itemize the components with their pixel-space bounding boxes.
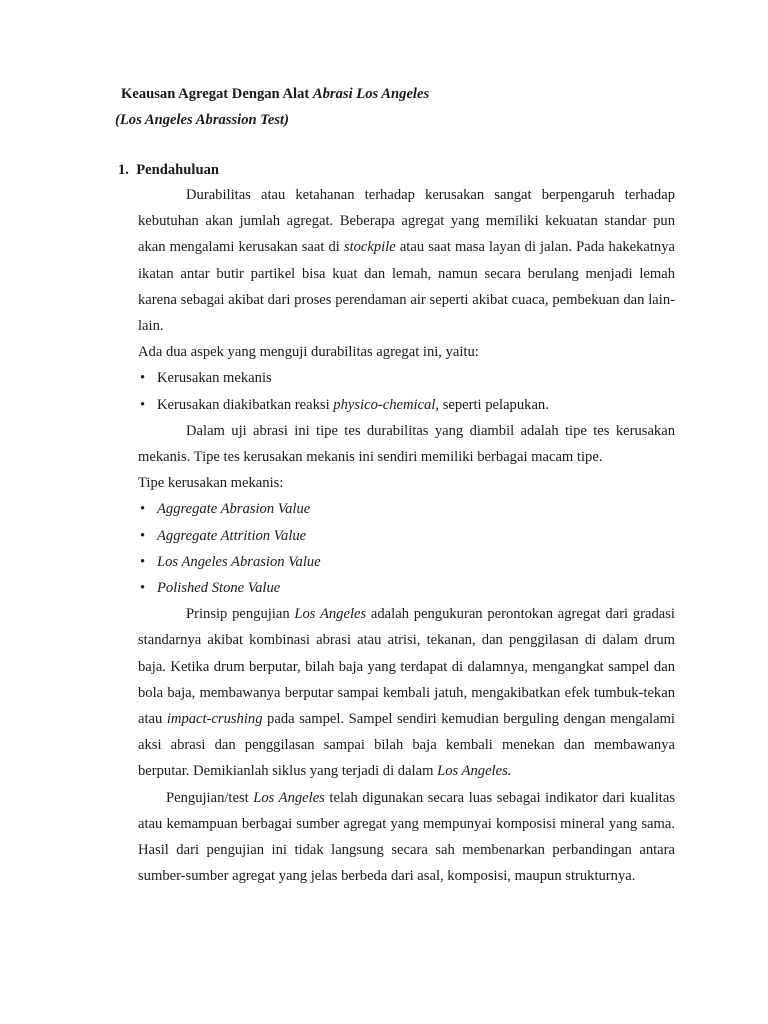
p5-text-a: Prinsip pengujian bbox=[186, 606, 295, 623]
aspect-item-1: Kerusakan mekanis bbox=[157, 370, 272, 387]
p1-italic-stockpile: stockpile bbox=[343, 239, 396, 256]
title-prefix: Keausan Agregat Dengan Alat bbox=[121, 86, 313, 102]
p5-italic-la2: Los Angeles. bbox=[437, 763, 512, 780]
list-item bbox=[138, 392, 675, 418]
mechanical-types-list bbox=[138, 496, 675, 601]
document-subtitle: (Los Angeles Abrassion Test) bbox=[115, 112, 289, 128]
paragraph-durabilitas bbox=[138, 182, 675, 339]
paragraph-pengujian bbox=[138, 785, 675, 890]
document-title bbox=[121, 86, 429, 103]
paragraph-uji-abrasi: Dalam uji abrasi ini tipe tes durabilitas yang diambil adalah tipe tes kerusakan mekanis. Tipe tes kerusakan mekanis ini sendiri memiliki berbagai macam tipe. bbox=[138, 422, 675, 466]
p5-italic-impact: impact-crushing bbox=[166, 711, 263, 728]
aspect-item-2-a: Kerusakan diakibatkan reaksi bbox=[157, 396, 334, 413]
section-number: 1. bbox=[118, 162, 129, 178]
p6-italic-la: Los Angeles bbox=[253, 789, 325, 806]
aspect-item-2-italic: physico-chemical bbox=[333, 396, 436, 413]
paragraph-prinsip bbox=[138, 601, 675, 784]
list-item bbox=[138, 549, 675, 575]
title-italic: Abrasi Los Angeles bbox=[312, 86, 430, 102]
type-item-4: Polished Stone Value bbox=[157, 580, 281, 597]
p1-text-c: atau saat masa layan di jalan. Pada hakekatnya ikatan antar butir partikel bisa kuat dan lemah, namun secara berulang menjadi lemah karena sebagai akibat dari proses perendaman air seperti akibat cuaca, pembekuan dan lain-lain. bbox=[138, 239, 676, 335]
p5-italic-la: Los Angeles bbox=[294, 606, 367, 623]
type-item-2: Aggregate Attrition Value bbox=[157, 527, 307, 544]
p5-text-c: adalah pengukuran perontokan agregat dari gradasi standarnya akibat kombinasi abrasi atau atrisi, tekanan, dan penggilasan di dalam drum baja. Ketika drum berputar, bilah baja yang terdapat di dalamnya, mengangkat sampel dan bola baja, membawanya berputar sampai kembali jatuh, mengakibatkan efek tumbuk-tekan atau bbox=[138, 606, 675, 728]
type-item-3: Los Angeles Abrasion Value bbox=[157, 553, 321, 570]
p6-text-c: telah digunakan secara luas sebagai indikator dari kualitas atau kemampuan berbagai sumber agregat yang mempunyai komposisi mineral yang sama. Hasil dari pengujian ini tidak langsung secara sah membenarkan perbandingan antara sumber-sumber agregat yang jelas berbeda dari asal, komposisi, maupun strukturnya. bbox=[138, 789, 675, 885]
p6-text-a: Pengujian/test bbox=[166, 789, 254, 806]
section-body bbox=[138, 182, 675, 889]
list-item bbox=[138, 523, 675, 549]
section-heading bbox=[118, 162, 219, 179]
aspect-item-2-c: , seperti pelapukan. bbox=[435, 396, 549, 413]
type-item-1: Aggregate Abrasion Value bbox=[157, 501, 311, 518]
list-item bbox=[138, 496, 675, 522]
p5-text-e: pada sampel. Sampel sendiri kemudian berguling dengan mengalami aksi abrasi dan penggilasan sampai bilah baja kembali menekan dan membawanya berputar. Demikianlah siklus yang terjadi di dalam bbox=[138, 711, 675, 780]
p1-text-a: Durabilitas atau ketahanan terhadap kerusakan sangat berpengaruh terhadap kebutuhan akan jumlah agregat. Beberapa agregat yang memiliki kekuatan standar pun akan mengalami kerusakan saat di bbox=[138, 187, 675, 256]
list-item bbox=[138, 365, 675, 391]
list-item bbox=[138, 575, 675, 601]
paragraph-aspects-intro: Ada dua aspek yang menguji durabilitas agregat ini, yaitu: bbox=[138, 344, 479, 361]
aspects-list bbox=[138, 365, 675, 417]
section-title: Pendahuluan bbox=[136, 162, 219, 178]
paragraph-types-intro: Tipe kerusakan mekanis: bbox=[138, 475, 284, 492]
